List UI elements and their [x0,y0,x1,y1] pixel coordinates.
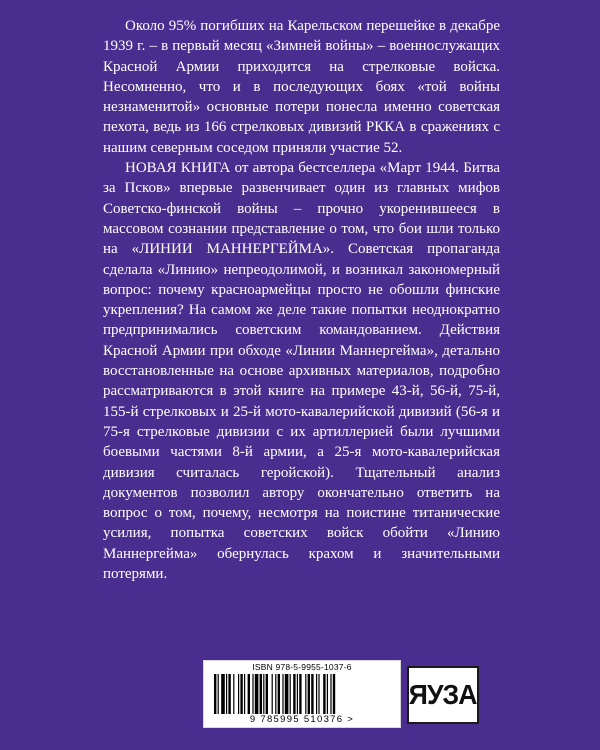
publisher-logo-text: ЯУЗА [409,679,477,710]
isbn-barcode-block [203,660,401,728]
blurb-paragraph-1: Около 95% погибших на Карельском перешейке в декабре 1939 г. – в первый месяц «Зимней войны» – военнослужащих Красной Армии приходится на стрелковые войска. Несомненно, что и в последующих боях «той войны незнаменитой» основные потери понесла именно советская пехота, ведь из 166 стрелковых дивизий РККА в сражениях с нашим северным соседом приняли участие 52. [103,18,500,156]
isbn-number: ISBN 978-5-9955-1037-6 [252,662,352,672]
barcode-digits: 9 785995 510376 > [249,714,355,725]
publisher-logo [407,666,479,724]
blurb-text [103,16,500,584]
blurb-paragraph-2: НОВАЯ КНИГА от автора бестселлера «Март 1944. Битва за Псков» впервые развенчивает один из главных мифов Советско-финской войны – прочно укоренившееся в массовом сознании представление о том, что бои шли только на «ЛИНИИ МАННЕРГЕЙМА». Советская пропаганда сделала «Линию» непреодолимой, и возникал закономерный вопрос: почему красноармейцы просто не обошли финские укрепления? На самом же деле такие попытки неоднократно предпринимались советским командованием. Действия Красной Армии при обходе «Линии Маннергейма», детально восстановленные на основе архивных материалов, подробно рассматриваются в этой книге на примере 43-й, 56-й, 75-й, 155-й стрелковых и 25-й мото-кавалерийской дивизий (56-я и 75-я стрелковые дивизии с их артиллерией были лучшими боевыми частями 8-й армии, а 25-я мото-кавалерийская дивизия считалась геройской). Тщательный анализ документов позволил автору окончательно ответить на вопрос о том, почему, несмотря на поистине титанические усилия, попытка советских войск обойти «Линию Маннергейма» обернулась крахом и значительными потерями. [103,160,500,583]
barcode-icon [212,674,392,714]
